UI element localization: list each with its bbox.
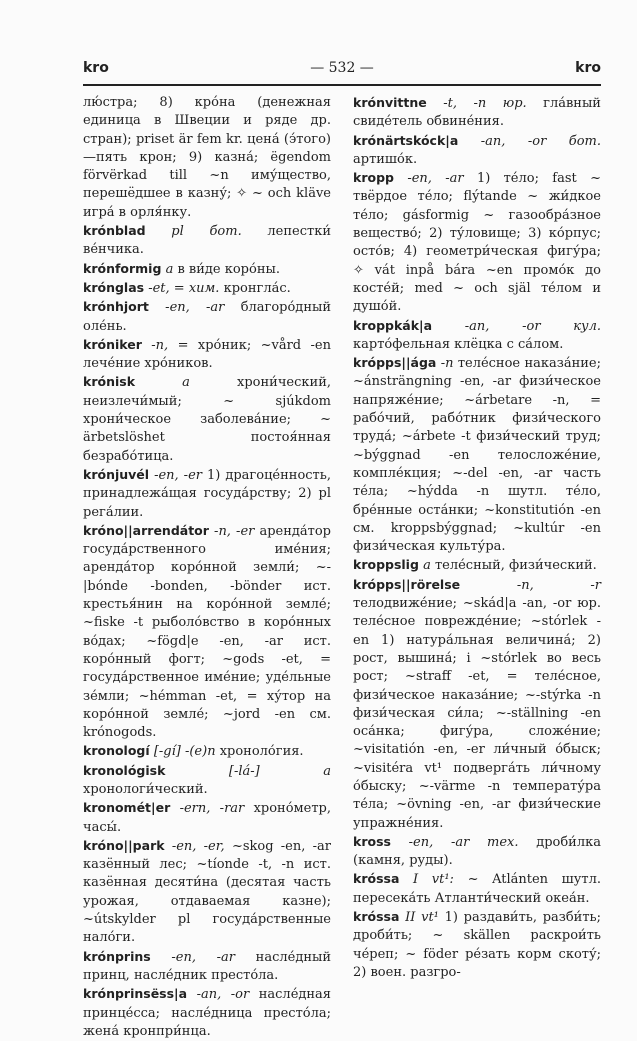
grammar: II vt¹ — [405, 910, 439, 926]
headword: kroppslig — [353, 557, 419, 573]
dictionary-entry — [353, 317, 601, 355]
page-header — [83, 60, 601, 84]
headword: króssa — [353, 871, 400, 887]
entry-text: хрони́ческий, неизлечи́мый; ~ sjúkdom хрони́ческое заболева́ние; ~ ärbetslöshet постоя́нная безрабо́тица. — [83, 375, 331, 464]
headword: kross — [353, 833, 391, 849]
dictionary-entry — [353, 354, 601, 556]
dictionary-entry — [353, 94, 601, 132]
entry-text: телодвиже́ние; ~skád|a -an, -or юр. теле́сное поврежде́ние; ~stórlek -en 1) натура́льная величина́; 2) рост, вышина́; i ~stórlek во весь рост; ~straff -et, = теле́сное, физи́ческое наказа́ние; ~-stýrka -n физи́ческая си́ла; ~-ställning -en оса́нка; фигу́ра, сложе́ние; ~visitatión -en, -er ли́чный о́быск; ~visitéra vt¹ подверга́ть ли́чному о́быску; ~-värme -n температу́ра те́ла; ~övning -en, -ar физи́ческие упражне́ния. — [353, 596, 601, 831]
grammar: -n — [440, 356, 454, 372]
entry-text: карто́фельная клёцка с са́лом. — [353, 336, 564, 352]
entry-text: хронологи́ческий. — [83, 781, 208, 797]
grammar: [-gí] -(e)n — [153, 744, 216, 760]
dictionary-entry — [83, 948, 331, 986]
grammar: -an, -or — [196, 987, 250, 1003]
dictionary-entry — [83, 260, 331, 279]
headword: krónglas — [83, 279, 145, 295]
entry-text: ~ Atlánten шутл. пересека́ть Атланти́ческий океа́н. — [353, 872, 601, 906]
entry-text: хроно́метр, часы́. — [83, 801, 331, 835]
entry-text: гла́вный свиде́тель обвине́ния. — [353, 96, 601, 130]
headword: krónprinsëss|a — [83, 986, 188, 1002]
grammar: -n, = — [151, 337, 189, 353]
headword: krópps||rörelse — [353, 576, 461, 592]
headword: krónisk — [83, 374, 136, 390]
dictionary-entry — [353, 169, 601, 316]
headword: króno||park — [83, 837, 165, 853]
dictionary-entry — [83, 522, 331, 743]
headword: krónblad — [83, 223, 146, 239]
headword: kronológisk — [83, 762, 166, 778]
dictionary-entry — [353, 908, 601, 982]
dictionary-entry — [83, 799, 331, 837]
grammar: -an, -or бот. — [480, 133, 601, 149]
headword: krónärtskóck|a — [353, 132, 459, 148]
entry-text: артишо́к. — [353, 151, 418, 167]
grammar: -et, = хим. — [148, 280, 220, 296]
dictionary-entry — [353, 870, 601, 908]
headword: krónhjort — [83, 299, 149, 315]
headword: krópps||ága — [353, 355, 437, 371]
dictionary-entry — [353, 556, 601, 575]
headword: króssa — [353, 909, 400, 925]
entry-text: аренда́тор госуда́рственного име́ния; аренда́тор коро́нной земли́; ~-|bónde -bonden, -bönder ист. крестья́нин на коро́нной земле́; ~fiske -t рыболо́вство в коро́нных во́дах; ~fögd|e -en, -ar ист. коро́нный фогт; ~gods -et, = госуда́рственное име́ние; уде́льные зе́мли; ~hémman -et, = ху́тор на коро́нной земле́; ~jord -en см. krónogods. — [83, 523, 331, 741]
header-right-guideword: kro — [575, 60, 601, 76]
grammar: -en, -er, — [171, 838, 225, 854]
entry-text: лепестки́ ве́нчика. — [83, 224, 331, 258]
headword: króniker — [83, 336, 142, 352]
grammar: -en, -ar — [171, 949, 235, 965]
grammar: pl бот. — [171, 224, 242, 240]
dictionary-entry — [83, 837, 331, 948]
entry-text: теле́сный, физи́ческий. — [434, 558, 597, 574]
entry-text: ~skog -en, -ar казённый лес; ~tíonde -t, -n ист. казённая десяти́на (десятая часть урожая, отдаваемая казне); ~útskylder pl госуда́рственные нало́ги. — [83, 838, 331, 946]
grammar: -en, -ar — [165, 300, 225, 316]
right-column — [353, 94, 601, 982]
dictionary-entry — [83, 985, 331, 1041]
dictionary-entry — [83, 742, 331, 761]
grammar: -en, -ar — [407, 171, 464, 187]
grammar: -ern, -rar — [179, 801, 245, 817]
entry-text: благоро́дный оле́нь. — [83, 300, 331, 334]
dictionary-entry — [353, 576, 601, 833]
dictionary-entry — [83, 373, 331, 465]
grammar: -n, -er — [214, 523, 255, 539]
left-column — [83, 94, 331, 1041]
header-left-guideword: kro — [83, 60, 109, 76]
dictionary-entry — [83, 762, 331, 800]
dictionary-entry — [83, 222, 331, 260]
headword: krónformig — [83, 260, 162, 276]
entry-text: 1) раздави́ть, разби́ть; дроби́ть; ~ skällen раскрои́ть че́реп; ~ föder ре́зать корм скоту́; 2) воен. разгро- — [353, 910, 601, 980]
entry-text: кронгла́с. — [223, 280, 291, 296]
headword: kroppkák|a — [353, 317, 433, 333]
grammar: a — [182, 375, 190, 391]
dictionary-entry — [353, 132, 601, 170]
headword: króno||arrendátor — [83, 522, 209, 538]
entry-text: лю́стра; 8) кро́на (денежная единица в Швеции и ряде др. стран); priset är fem kr. цена́ (э́того)—пять крон; 9) казна́; ëgendom förvërkad till ~n иму́щество, перешёдшее в казну́; ✧ ~ och kläve игра́ в орля́нку. — [83, 95, 331, 220]
header-rule — [83, 84, 601, 86]
grammar: -an, -or кул. — [464, 318, 602, 334]
entry-text: теле́сное наказа́ние; ~ánsträngning -en, -ar физи́ческое напряже́ние; ~árbetare -n, = рабо́чий, рабо́тник физи́ческого труда́; ~árbete -t физи́ческий труд; ~býggnad -en телосложе́ние, компле́кция; ~-del -en, -ar часть те́ла; ~hýdda -n шутл. те́ло, бре́нные оста́нки; ~konstitutión -en см. kroppsbýggnad; ~kultúr -en физи́ческая культу́ра. — [353, 356, 601, 555]
grammar: I vt¹: — [413, 872, 454, 888]
dictionary-entry — [83, 94, 331, 222]
headword: krónvittne — [353, 95, 427, 110]
dictionary-entry — [353, 833, 601, 871]
grammar: [-lá-] a — [228, 763, 331, 779]
entry-text: в ви́де коро́ны. — [177, 261, 280, 277]
entry-text: хроноло́гия. — [219, 744, 304, 760]
dictionary-entry — [83, 336, 331, 374]
entry-text: хро́ник; ~vård -en лече́ние хро́ников. — [83, 337, 331, 372]
grammar: -t, -n юр. — [443, 96, 527, 111]
entry-text: насле́дный принц, насле́дник престо́ла. — [83, 949, 331, 983]
entry-text: 1) те́ло; fast ~ твёрдое те́ло; flýtande ~ жи́дкое те́ло; gásformig ~ газообра́зное вещество́; 2) ту́ловище; 3) ко́рпус; осто́в; 4) геометри́ческая фигу́ра; ✧ vát inpå bára ~en промо́к до косте́й; med ~ och själ те́лом и душо́й. — [353, 171, 601, 315]
headword: kronologí — [83, 743, 150, 759]
entry-text: насле́дная принце́сса; насле́дница престо́ла; жена́ кронпри́нца. — [83, 987, 332, 1039]
dictionary-entry — [83, 466, 331, 522]
grammar: -en, -ar тех. — [408, 834, 519, 850]
headword: krónjuvél — [83, 466, 150, 482]
dictionary-entry — [83, 279, 331, 298]
dictionary-entry — [83, 298, 331, 336]
grammar: a — [423, 558, 431, 574]
entry-text: дроби́лка (камня, руды). — [353, 834, 601, 869]
grammar: -en, -er — [154, 467, 202, 483]
headword: kronomét|er — [83, 800, 171, 816]
headword: krónprins — [83, 948, 151, 964]
grammar: a — [165, 261, 174, 277]
grammar: -n, -r — [516, 577, 601, 593]
page-number: — 532 — — [310, 60, 374, 76]
entry-text: 1) драгоце́нность, принадлежа́щая госуда́рству; 2) pl рега́лии. — [83, 467, 331, 520]
headword: kropp — [353, 170, 394, 186]
